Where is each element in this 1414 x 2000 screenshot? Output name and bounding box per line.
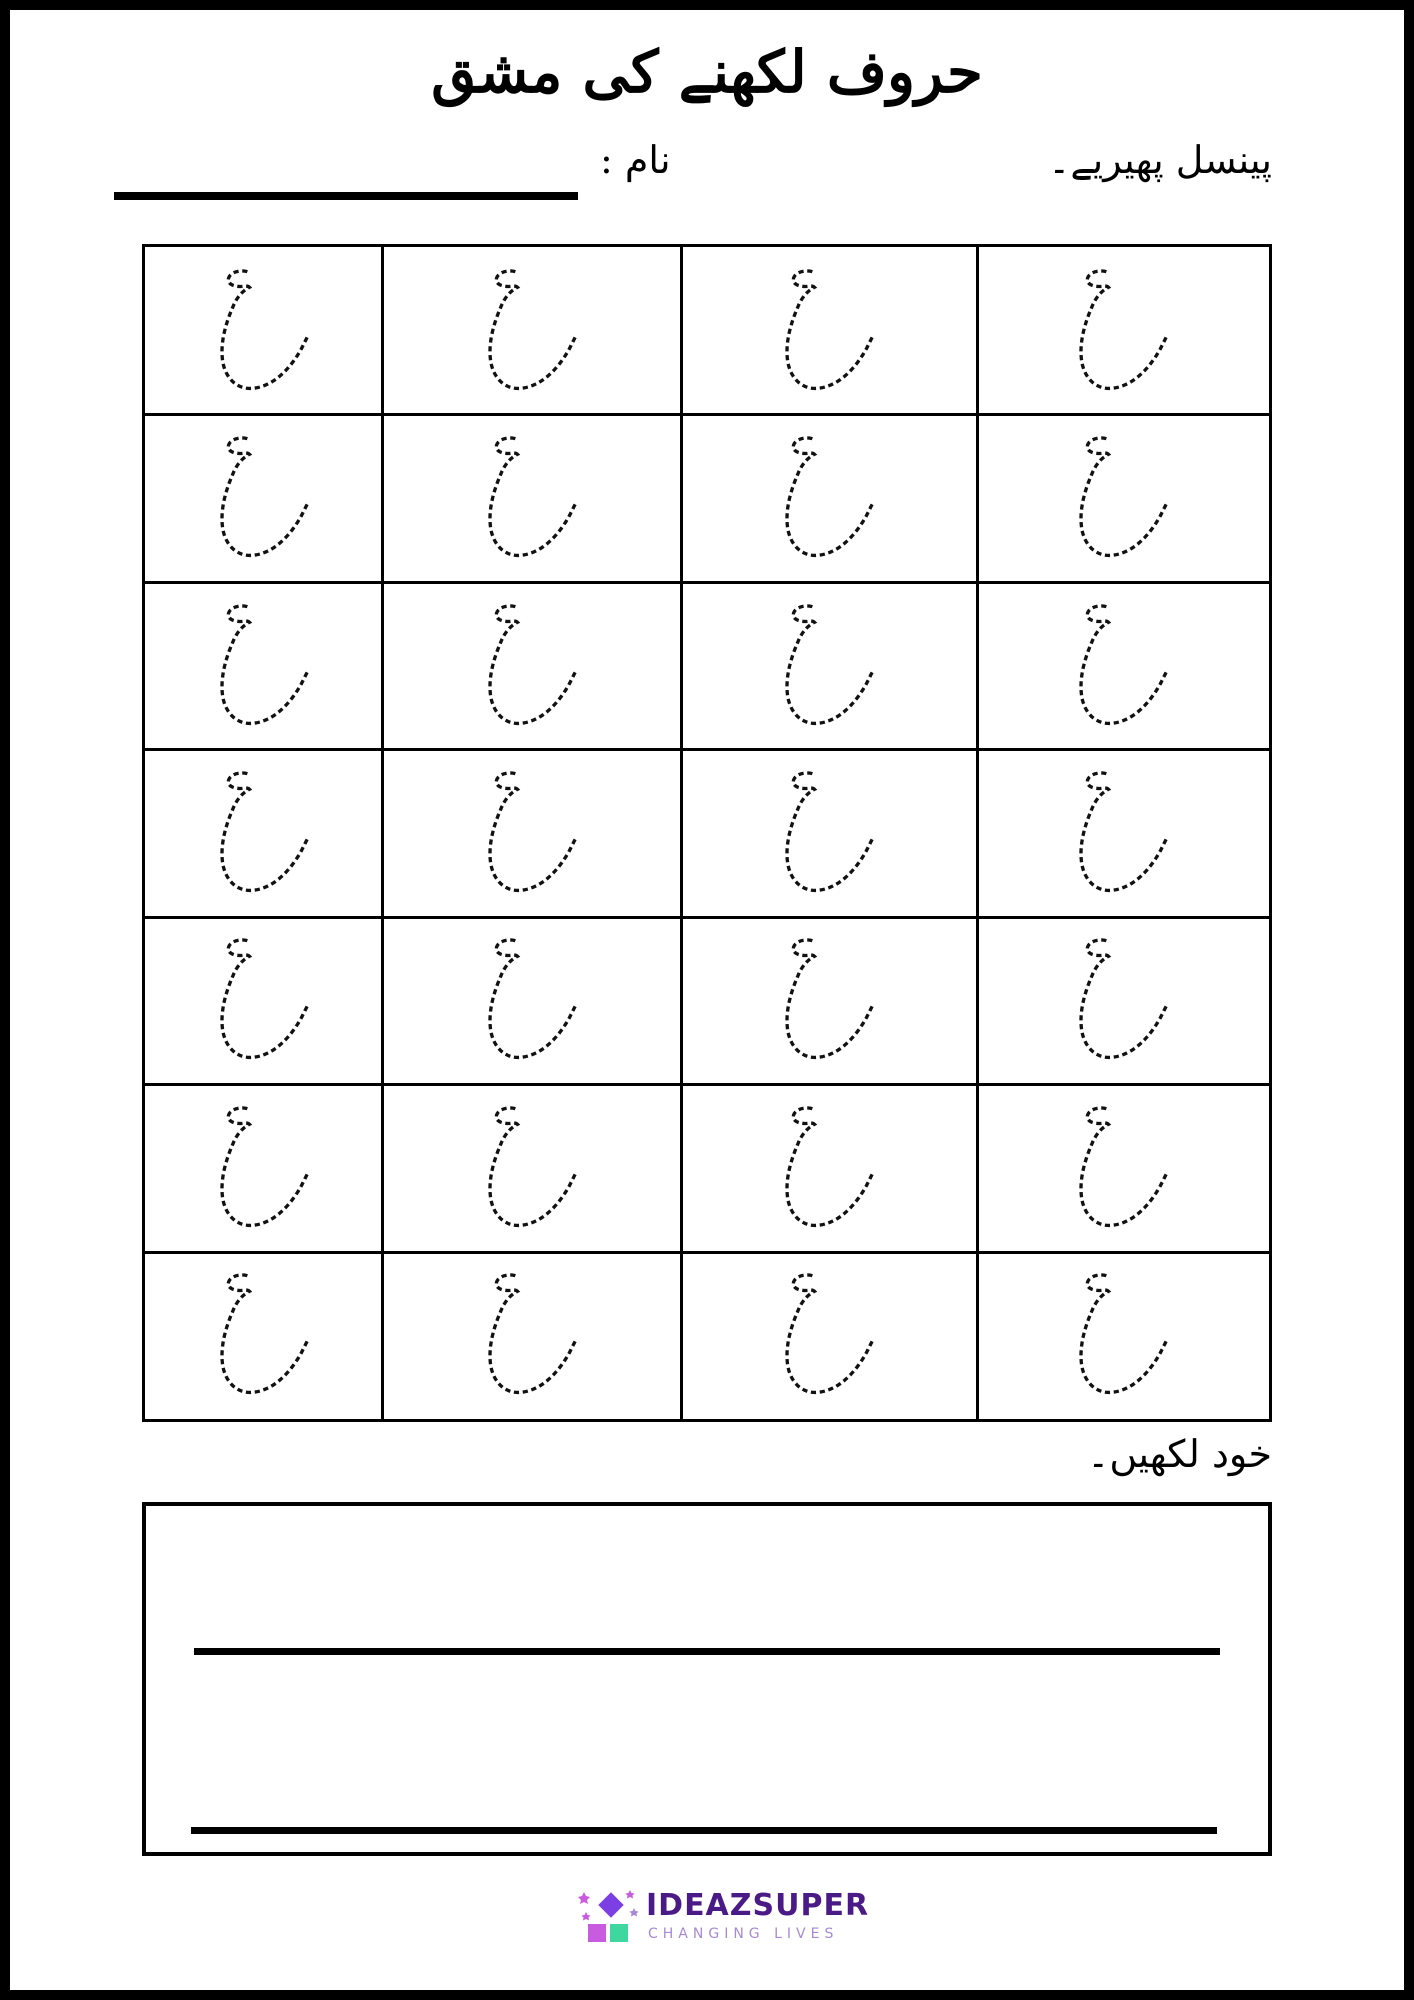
dotted-letter-ain: [212, 425, 316, 571]
trace-cell[interactable]: [977, 247, 1269, 414]
dotted-letter-ain: [212, 1095, 316, 1241]
dotted-letter-ain: [480, 593, 584, 739]
trace-cell[interactable]: [681, 1084, 977, 1251]
dotted-letter-ain: [480, 425, 584, 571]
dotted-letter-ain: [480, 1095, 584, 1241]
dotted-letter-ain: [212, 927, 316, 1073]
dotted-letter-ain: [777, 593, 881, 739]
trace-cell[interactable]: [681, 582, 977, 749]
writing-line: [194, 1648, 1220, 1655]
trace-instruction: پینسل پھیریے۔: [1048, 138, 1272, 182]
dotted-letter-ain: [777, 1262, 881, 1408]
trace-cell[interactable]: [977, 582, 1269, 749]
trace-cell[interactable]: [145, 582, 382, 749]
dotted-letter-ain: [212, 760, 316, 906]
dotted-letter-ain: [777, 258, 881, 404]
trace-cell[interactable]: [145, 917, 382, 1084]
writing-line: [191, 1827, 1217, 1834]
trace-cell[interactable]: [681, 1252, 977, 1419]
trace-cell[interactable]: [977, 749, 1269, 916]
trace-cell[interactable]: [382, 247, 681, 414]
brand-logo: [578, 1888, 878, 1946]
dotted-letter-ain: [480, 258, 584, 404]
trace-cell[interactable]: [977, 414, 1269, 581]
dotted-letter-ain: [1071, 760, 1175, 906]
dotted-letter-ain: [1071, 1095, 1175, 1241]
trace-cell[interactable]: [145, 749, 382, 916]
trace-cell[interactable]: [382, 749, 681, 916]
write-instruction: خود لکھیں۔: [1087, 1432, 1272, 1476]
trace-cell[interactable]: [382, 414, 681, 581]
tracing-grid: [142, 244, 1272, 1422]
dotted-letter-ain: [480, 760, 584, 906]
dotted-letter-ain: [1071, 425, 1175, 571]
free-writing-box[interactable]: [142, 1502, 1272, 1856]
dotted-letter-ain: [1071, 1262, 1175, 1408]
logo-tagline: CHANGING LIVES: [648, 1926, 839, 1942]
worksheet-title: حروف لکھنے کی مشق: [431, 38, 983, 106]
dotted-letter-ain: [480, 1262, 584, 1408]
trace-cell[interactable]: [382, 1252, 681, 1419]
dotted-letter-ain: [480, 927, 584, 1073]
dotted-letter-ain: [777, 1095, 881, 1241]
dotted-letter-ain: [1071, 593, 1175, 739]
dotted-letter-ain: [777, 425, 881, 571]
dotted-letter-ain: [777, 927, 881, 1073]
name-label: نام :: [600, 138, 671, 182]
dotted-letter-ain: [1071, 258, 1175, 404]
trace-cell[interactable]: [681, 414, 977, 581]
trace-cell[interactable]: [145, 247, 382, 414]
dotted-letter-ain: [777, 760, 881, 906]
trace-cell[interactable]: [681, 247, 977, 414]
dotted-letter-ain: [1071, 927, 1175, 1073]
dotted-letter-ain: [212, 258, 316, 404]
trace-cell[interactable]: [681, 917, 977, 1084]
trace-cell[interactable]: [382, 917, 681, 1084]
trace-cell[interactable]: [145, 1084, 382, 1251]
trace-cell[interactable]: [145, 1252, 382, 1419]
trace-cell[interactable]: [977, 1252, 1269, 1419]
trace-cell[interactable]: [681, 749, 977, 916]
trace-cell[interactable]: [145, 414, 382, 581]
trace-cell[interactable]: [382, 582, 681, 749]
dotted-letter-ain: [212, 593, 316, 739]
logo-icon: [578, 1888, 644, 1946]
trace-cell[interactable]: [977, 917, 1269, 1084]
logo-name: IDEAZSUPER: [646, 1888, 870, 1923]
trace-cell[interactable]: [382, 1084, 681, 1251]
trace-cell[interactable]: [977, 1084, 1269, 1251]
dotted-letter-ain: [212, 1262, 316, 1408]
name-write-line[interactable]: [114, 192, 578, 200]
